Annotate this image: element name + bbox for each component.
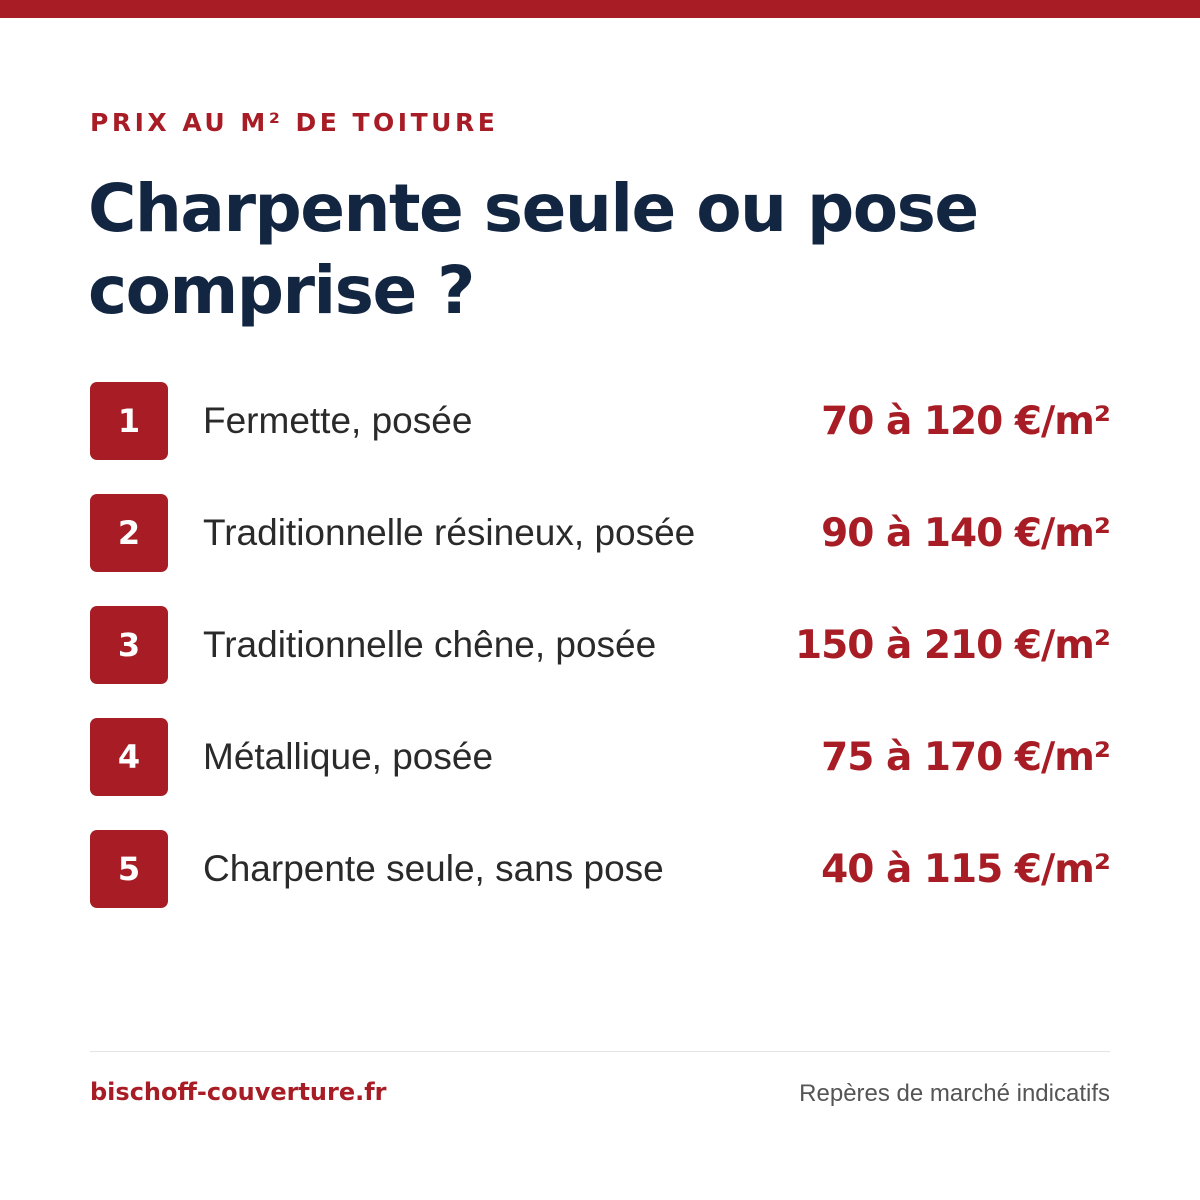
item-label: Fermette, posée xyxy=(203,400,473,441)
item-label: Métallique, posée xyxy=(203,736,494,777)
price-list xyxy=(90,382,1110,942)
list-item xyxy=(90,830,1110,908)
top-accent-bar xyxy=(0,0,1200,18)
list-item xyxy=(90,718,1110,796)
footer-note: Repères de marché indicatifs xyxy=(799,1080,1110,1107)
item-number-badge: 4 xyxy=(90,718,168,796)
item-label: Traditionnelle chêne, posée xyxy=(203,624,657,665)
item-number-badge: 1 xyxy=(90,382,168,460)
item-label: Charpente seule, sans pose xyxy=(203,848,664,889)
item-price: 90 à 140 €/m² xyxy=(821,510,1110,556)
item-price: 40 à 115 €/m² xyxy=(821,846,1110,892)
list-item xyxy=(90,382,1110,460)
item-number-badge: 5 xyxy=(90,830,168,908)
item-number-badge: 2 xyxy=(90,494,168,572)
page-title: Charpente seule ou pose comprise ? xyxy=(88,170,978,329)
list-item xyxy=(90,494,1110,572)
website-link[interactable]: bischoff-couverture.fr xyxy=(90,1078,387,1106)
item-price: 150 à 210 €/m² xyxy=(795,622,1110,668)
eyebrow-label: PRIX AU M² DE TOITURE xyxy=(90,108,499,137)
item-label: Traditionnelle résineux, posée xyxy=(203,512,696,553)
footer-divider xyxy=(90,1051,1110,1052)
item-number-badge: 3 xyxy=(90,606,168,684)
item-price: 70 à 120 €/m² xyxy=(821,398,1110,444)
item-price: 75 à 170 €/m² xyxy=(821,734,1110,780)
list-item xyxy=(90,606,1110,684)
